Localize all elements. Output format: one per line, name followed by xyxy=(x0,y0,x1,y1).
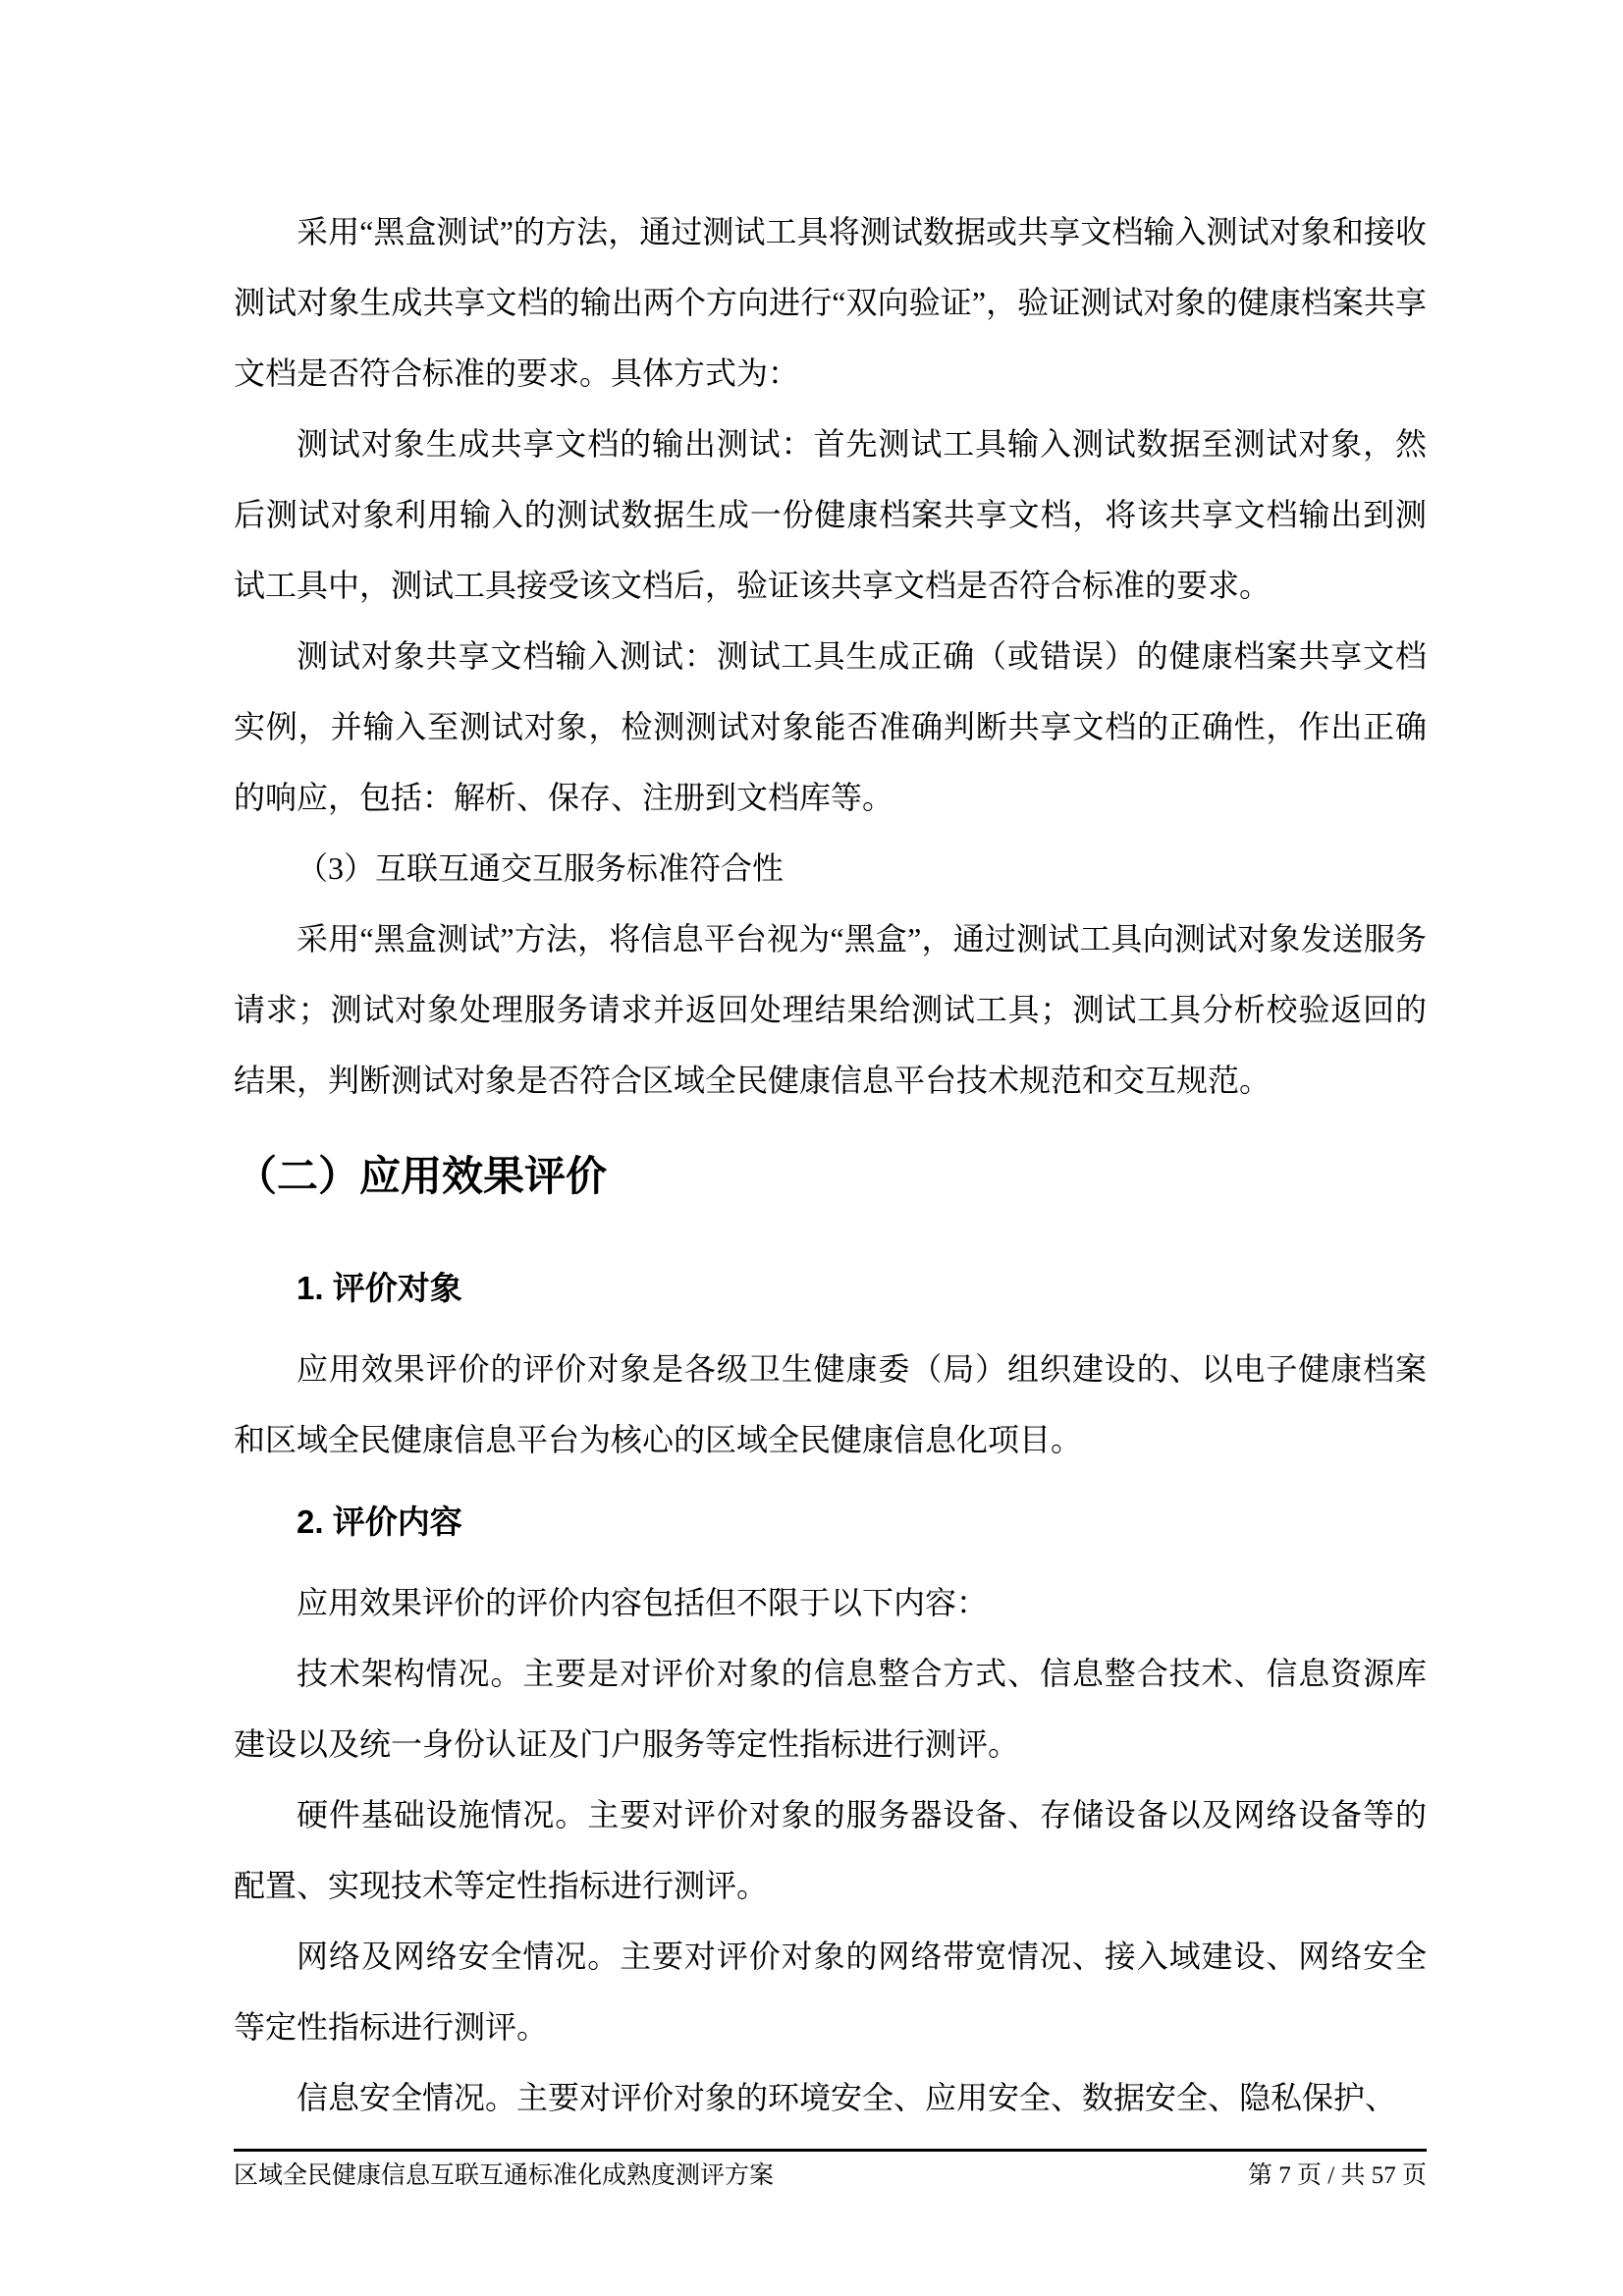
document-body xyxy=(234,0,1427,2133)
section-heading-application-effect: （二）应用效果评价 xyxy=(236,1153,608,1199)
paragraph-information-security: 信息安全情况。主要对评价对象的环境安全、应用安全、数据安全、隐私保护、 xyxy=(297,2080,1397,2115)
page-footer xyxy=(234,2149,1427,2193)
paragraph-output-test: 测试对象生成共享文档的输出测试：首先测试工具输入测试数据至测试对象，然后测试对象利用输入的测试数据生成一份健康档案共享文档，将该共享文档输出到测试工具中，测试工具接受该文档后，验证该共享文档是否符合标准的要求。 xyxy=(234,426,1427,603)
paragraph-network-security: 网络及网络安全情况。主要对评价对象的网络带宽情况、接入域建设、网络安全等定性指标进行测评。 xyxy=(234,1939,1427,2045)
subheading-evaluation-content: 2. 评价内容 xyxy=(297,1503,462,1540)
subheading-evaluation-object: 1. 评价对象 xyxy=(297,1270,462,1306)
paragraph-service-request-test: 采用“黑盒测试”方法，将信息平台视为“黑盒”，通过测试工具向测试对象发送服务请求；测试对象处理服务请求并返回处理结果给测试工具；测试工具分析校验返回的结果，判断测试对象是否符合区域全民健康信息平台技术规范和交互规范。 xyxy=(234,921,1427,1098)
paragraph-blackbox-method: 采用“黑盒测试”的方法，通过测试工具将测试数据或共享文档输入测试对象和接收测试对象生成共享文档的输出两个方向进行“双向验证”，验证测试对象的健康档案共享文档是否符合标准的要求。具体方式为： xyxy=(234,214,1427,391)
paragraph-tech-architecture: 技术架构情况。主要是对评价对象的信息整合方式、信息整合技术、信息资源库建设以及统一身份认证及门户服务等定性指标进行测评。 xyxy=(234,1656,1427,1762)
item-heading-interop-service-standard: （3）互联互通交互服务标准符合性 xyxy=(297,850,784,886)
paragraph-hardware-infrastructure: 硬件基础设施情况。主要对评价对象的服务器设备、存储设备以及网络设备等的配置、实现技术等定性指标进行测评。 xyxy=(234,1797,1427,1903)
paragraph-evaluation-content-intro: 应用效果评价的评价内容包括但不限于以下内容： xyxy=(297,1585,989,1620)
footer-doc-title: 区域全民健康信息互联互通标准化成熟度测评方案 xyxy=(234,2162,775,2189)
paragraph-evaluation-object: 应用效果评价的评价对象是各级卫生健康委（局）组织建设的、以电子健康档案和区域全民健康信息平台为核心的区域全民健康信息化项目。 xyxy=(234,1351,1427,1457)
footer-page-number: 第 7 页 / 共 57 页 xyxy=(1248,2162,1427,2189)
paragraph-input-test: 测试对象共享文档输入测试：测试工具生成正确（或错误）的健康档案共享文档实例，并输入至测试对象，检测测试对象能否准确判断共享文档的正确性，作出正确的响应，包括：解析、保存、注册到文档库等。 xyxy=(234,638,1427,815)
